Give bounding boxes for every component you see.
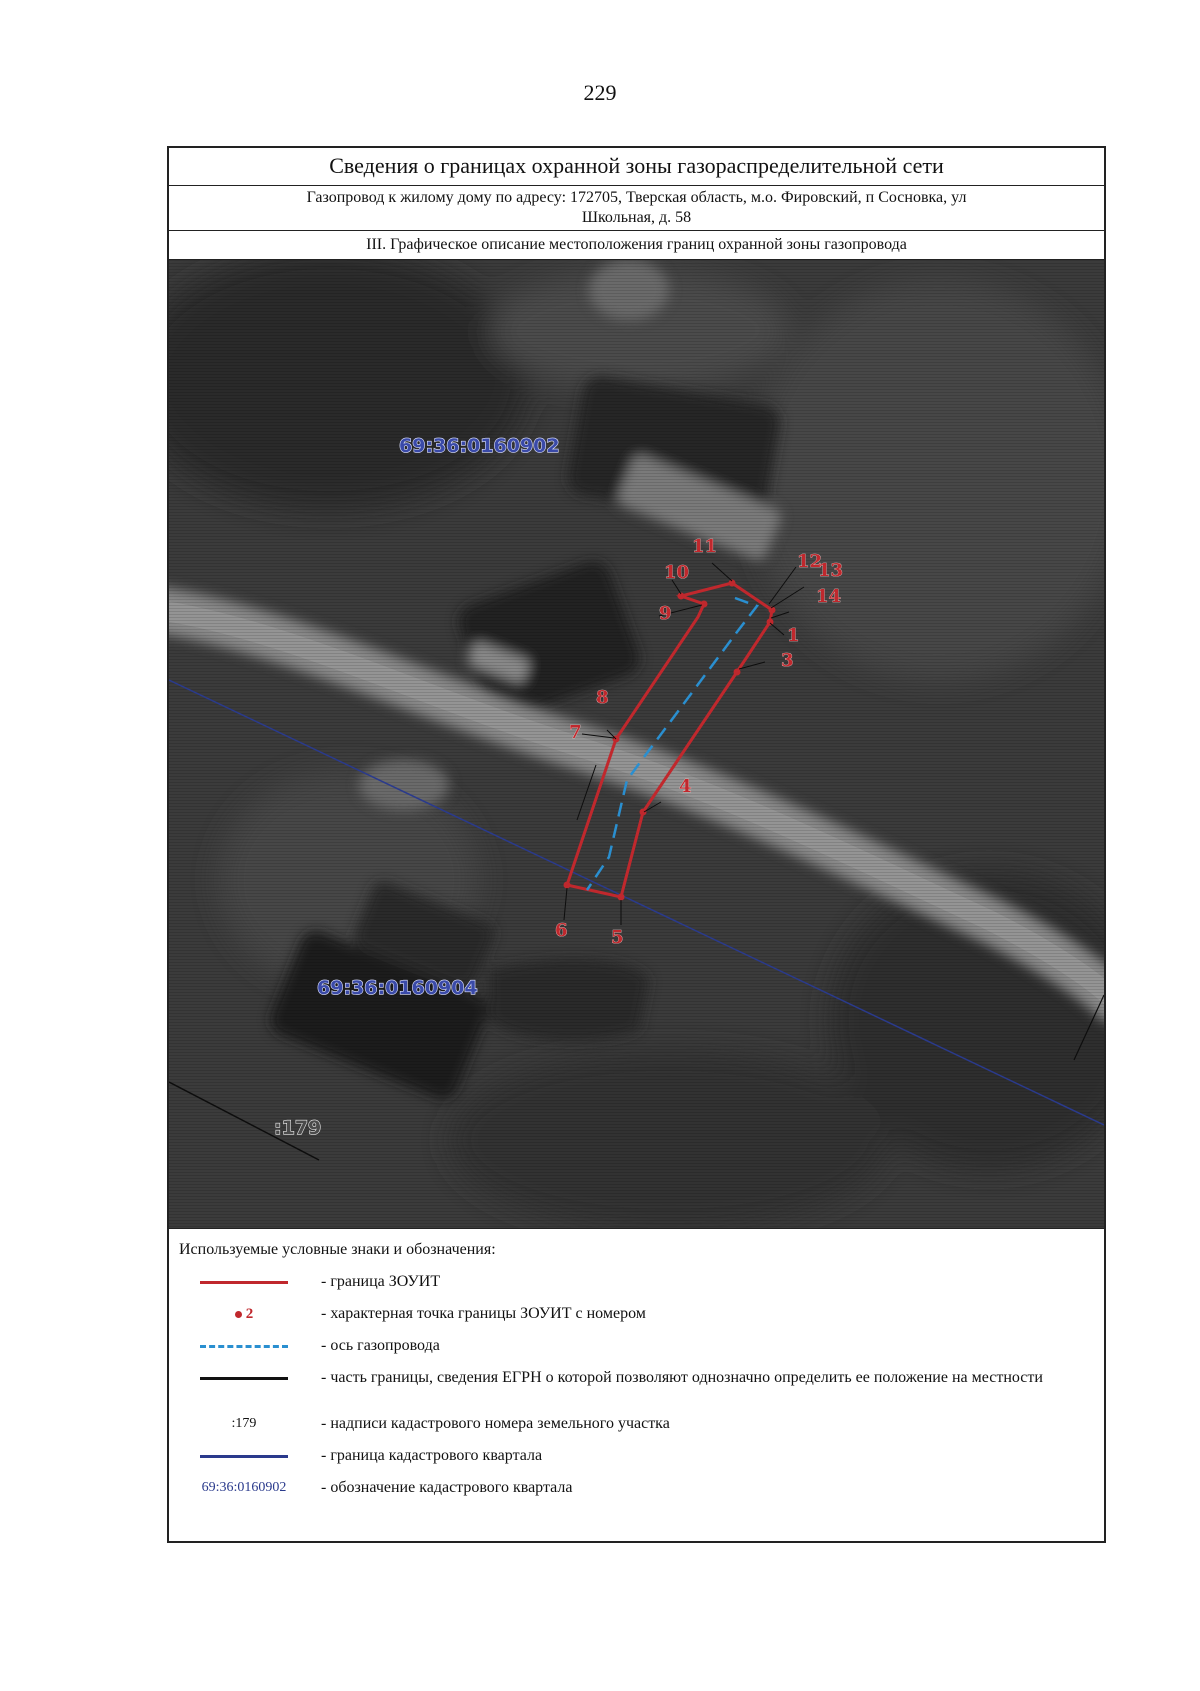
legend-item-gas-axis [179, 1335, 1104, 1367]
black-line-symbol [200, 1377, 288, 1380]
point-label: 10 [664, 562, 690, 583]
quarter-label-top: 69:36:0160902 [399, 435, 560, 457]
point-label: 8 [596, 687, 609, 708]
boundary-point [701, 601, 708, 608]
boundary-point [734, 669, 741, 676]
object-address [169, 186, 1104, 231]
section-heading: III. Графическое описание местоположения границ охранной зоны газопровода [169, 231, 1104, 260]
point-label: 14 [816, 586, 842, 607]
legend-item-quarter-label [179, 1477, 1104, 1509]
quarter-label-bottom: 69:36:0160904 [317, 977, 478, 999]
legend-text: - обозначение кадастрового квартала [321, 1479, 573, 1496]
point-label: 4 [679, 776, 692, 797]
page-number: 229 [583, 80, 617, 105]
address-line-2: Школьная, д. 58 [581, 209, 692, 226]
legend-item-egrn-boundary [179, 1367, 1104, 1413]
legend-text: - надписи кадастрового номера земельного участка [321, 1415, 670, 1432]
legend-text: - характерная точка границы ЗОУИТ с номером [321, 1305, 646, 1322]
point-label: 1 [787, 625, 800, 646]
red-point-symbol [235, 1306, 254, 1323]
address-line-1: Газопровод к жилому дому по адресу: 172705, Тверская область, м.о. Фировский, п Сосновка, ул [306, 189, 967, 206]
legend-item-quarter-boundary [179, 1445, 1104, 1477]
point-label: 9 [659, 603, 672, 624]
boundary-point [640, 809, 647, 816]
red-line-symbol [200, 1281, 288, 1284]
zone-info-sheet [167, 146, 1106, 1543]
parcel-label-symbol: :179 [231, 1416, 257, 1431]
quarter-label-symbol: 69:36:0160902 [201, 1480, 287, 1495]
point-label: 3 [781, 650, 794, 671]
satellite-map [169, 260, 1104, 1229]
point-label: 6 [555, 920, 568, 941]
legend-item-zone-boundary [179, 1271, 1104, 1303]
sheet-title: Сведения о границах охранной зоны газораспределительной сети [169, 148, 1104, 186]
legend-text: - часть границы, сведения ЕГРН о которой позволяют однозначно определить ее положение на местности [321, 1369, 1043, 1386]
legend-text: - ось газопровода [321, 1337, 440, 1354]
navy-line-symbol [200, 1455, 288, 1458]
point-label: 13 [818, 560, 844, 581]
satellite-imagery [169, 260, 1104, 1228]
map-legend [169, 1229, 1104, 1509]
blue-dash-symbol [200, 1345, 288, 1348]
point-symbol-number: 2 [245, 1305, 254, 1322]
boundary-point [564, 882, 571, 889]
legend-text: - граница кадастрового квартала [321, 1447, 543, 1464]
boundary-point [618, 894, 625, 901]
legend-item-parcel-label [179, 1413, 1104, 1445]
red-dot-icon [235, 1311, 242, 1318]
legend-title: Используемые условные знаки и обозначения: [179, 1241, 496, 1258]
parcel-label: :179 [274, 1117, 322, 1139]
point-label: 12 [797, 551, 823, 572]
point-label: 5 [611, 927, 624, 948]
point-label: 11 [692, 536, 718, 557]
legend-text: - граница ЗОУИТ [321, 1273, 441, 1290]
point-label: 7 [569, 722, 582, 743]
legend-item-boundary-point [179, 1303, 1104, 1335]
